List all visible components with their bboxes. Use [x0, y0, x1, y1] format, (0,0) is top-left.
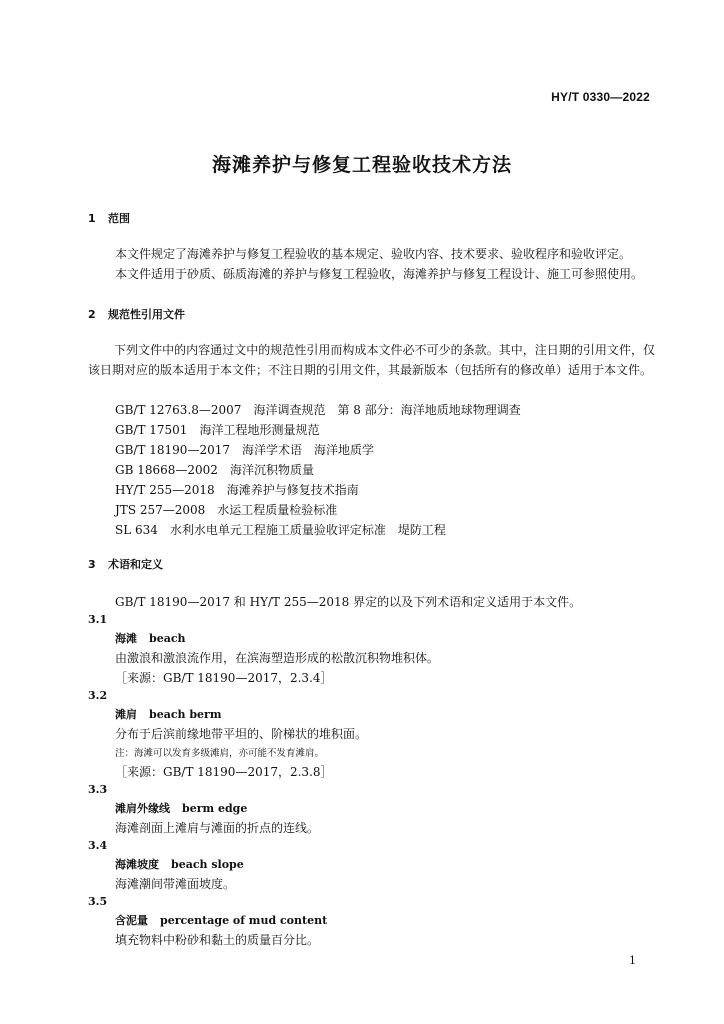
- term-definition: 海滩潮间带滩面坡度。: [115, 877, 236, 891]
- term-zh: 含泥量: [115, 914, 148, 927]
- term-en: percentage of mud content: [160, 914, 328, 927]
- term-zh: 滩肩: [115, 708, 137, 721]
- term-number: 3.5: [88, 895, 108, 908]
- term-zh: 海滩坡度: [115, 858, 159, 871]
- term-en: beach: [149, 632, 186, 645]
- reference-code: GB 18668—2002: [115, 463, 218, 477]
- section-1-heading: [88, 210, 130, 226]
- reference-code: HY/T 255—2018: [115, 483, 215, 497]
- term-number: 3.4: [88, 839, 108, 852]
- term-heading: [115, 706, 221, 722]
- scope-paragraph-2: 本文件适用于砂质、砾质海滩的养护与修复工程验收，海滩养护与修复工程设计、施工可参照使用。: [115, 267, 644, 281]
- reference-code: GB/T 17501: [115, 423, 188, 437]
- reference-item: [115, 480, 359, 500]
- scope-paragraph-1: 本文件规定了海滩养护与修复工程验收的基本规定、验收内容、技术要求、验收程序和验收评定。: [115, 247, 632, 261]
- term-en: beach berm: [149, 708, 222, 721]
- term-en: berm edge: [182, 802, 248, 815]
- reference-item: [115, 460, 314, 480]
- term-definition: 分布于后滨前缘地带平坦的、阶梯状的堆积面。: [115, 727, 368, 741]
- section-title: 规范性引用文件: [108, 308, 185, 321]
- reference-code: GB/T 18190—2017: [115, 443, 230, 457]
- reference-name: 海滩养护与修复技术指南: [226, 483, 359, 497]
- section-number: 1: [88, 212, 96, 225]
- term-heading: [115, 912, 327, 928]
- reference-item: [115, 400, 521, 420]
- document-title: 海滩养护与修复工程验收技术方法: [211, 154, 512, 176]
- term-definition: 由激浪和激浪流作用，在滨海塑造形成的松散沉积物堆积体。: [115, 651, 440, 665]
- reference-name: 水运工程质量检验标准: [217, 503, 338, 517]
- reference-item: [115, 440, 374, 460]
- term-heading: [115, 800, 247, 816]
- term-definition: 填充物料中粉砂和黏土的质量百分比。: [115, 933, 320, 947]
- reference-name: 海洋沉积物质量: [229, 463, 314, 477]
- term-number: 3.3: [88, 783, 108, 796]
- section-title: 术语和定义: [108, 558, 163, 571]
- term-en: beach slope: [171, 858, 244, 871]
- section-number: 3: [88, 558, 96, 571]
- term-note: 注：海滩可以发育多级滩肩，亦可能不发育滩肩。: [115, 748, 325, 759]
- term-heading: [115, 630, 186, 646]
- section-3-heading: [88, 556, 163, 572]
- reference-name: 水利水电单元工程施工质量验收评定标准 堤防工程: [169, 523, 446, 537]
- section-2-heading: [88, 306, 185, 322]
- term-zh: 滩肩外缘线: [115, 802, 170, 815]
- reference-item: [115, 500, 337, 520]
- section-title: 范围: [108, 212, 130, 225]
- reference-name: 海洋学术语 海洋地质学: [241, 443, 374, 457]
- term-definition: 海滩剖面上滩肩与滩面的折点的连线。: [115, 821, 320, 835]
- reference-code: SL 634: [115, 523, 158, 537]
- term-heading: [115, 856, 244, 872]
- terms-intro: GB/T 18190—2017 和 HY/T 255—2018 界定的以及下列术语和定义适用于本文件。: [115, 595, 582, 609]
- page-number: 1: [629, 954, 636, 967]
- reference-name: 海洋工程地形测量规范: [199, 423, 320, 437]
- section-number: 2: [88, 308, 96, 321]
- term-zh: 海滩: [115, 632, 137, 645]
- term-source: ［来源：GB/T 18190—2017，2.3.4］: [115, 671, 333, 685]
- term-number: 3.1: [88, 613, 108, 626]
- term-source: ［来源：GB/T 18190—2017，2.3.8］: [115, 765, 333, 779]
- reference-item: [115, 420, 319, 440]
- references-intro: 下列文件中的内容通过文中的规范性引用而构成本文件必不可少的条款。其中，注日期的引用文件，仅该日期对应的版本适用于本文件；不注日期的引用文件，其最新版本（包括所有的修改单）适用于本文件。: [88, 343, 655, 377]
- reference-name: 海洋调查规范 第 8 部分：海洋地质地球物理调查: [253, 403, 521, 417]
- reference-code: GB/T 12763.8—2007: [115, 403, 242, 417]
- reference-code: JTS 257—2008: [115, 503, 206, 517]
- reference-item: [115, 520, 446, 540]
- term-number: 3.2: [88, 689, 108, 702]
- standard-code: HY/T 0330—2022: [551, 90, 650, 104]
